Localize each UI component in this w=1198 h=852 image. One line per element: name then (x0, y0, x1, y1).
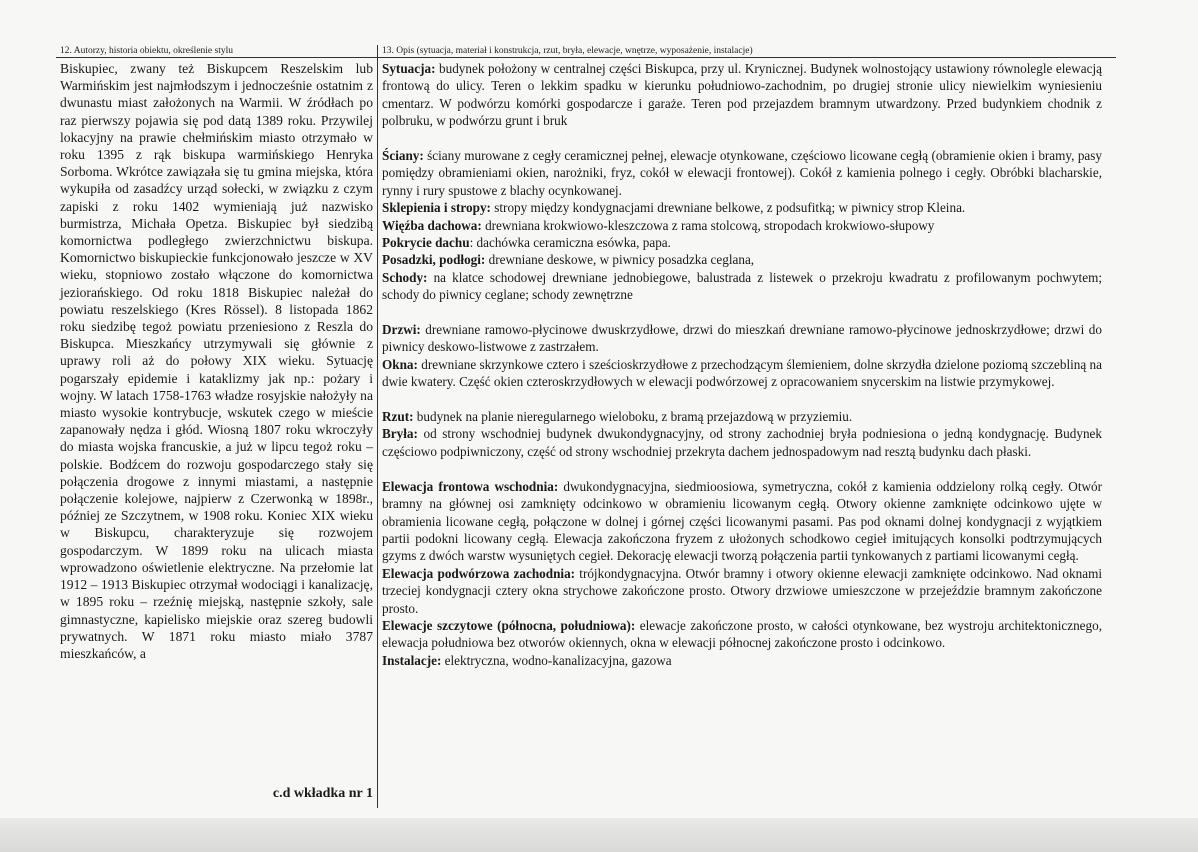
description-column-header: 13. Opis (sytuacja, materiał i konstrukcja, rzut, bryła, elewacje, wnętrze, wyposażenie, instalacje) (382, 46, 753, 56)
stairs-text: na klatce schodowej drewniane jednobiegowe, balustrada z listewek o przekroju kwadratu z profilowanym pochwytem; schody do piwnicy ceglane; schody zewnętrzne (382, 269, 1102, 303)
situation-label: Sytuacja: (382, 61, 436, 76)
history-column-header: 12. Autorzy, historia obiektu, określenie stylu (60, 46, 233, 56)
situation-text: budynek położony w centralnej części Biskupca, przy ul. Krynicznej. Budynek wolnostojący ustawiony równolegle elewacją frontową do ulicy. Teren o lekkim spadku w kierunku południowo-zachodnim, po drugiej stronie ulicy niewielkim wyniesieniu cmentarz. W podwórzu komórki gospodarcze i garaże. Teren pod przejazdem bramnym utwardzony. Przed budynkiem chodnik z polbruku, w podwórzu grunt i bruk (382, 61, 1102, 129)
gable-elevations-text: elewacje zakończone prosto, w całości otynkowane, bez wystroju architektonicznego, elewacja południowa bez otworów okiennych, okna w elewacji północnej zakończone prosto i odcinkowo. (382, 617, 1102, 651)
east-elevation-paragraph (382, 478, 1102, 565)
spacer (382, 460, 1102, 477)
roofing-text: : dachówka ceramiczna esówka, papa. (469, 235, 671, 251)
doors-paragraph (382, 321, 1102, 356)
west-elevation-label: Elewacja podwórzowa zachodnia: (382, 565, 576, 581)
scan-edge (0, 818, 1198, 852)
ceilings-text: stropy między kondygnacjami drewniane belkowe, z podsufitką; w piwnicy strop Kleina. (490, 200, 966, 216)
stairs-paragraph (382, 269, 1102, 304)
truss-paragraph (382, 217, 1102, 234)
floors-text: drewniane deskowe, w piwnicy posadzka ceglana, (485, 252, 755, 268)
installations-label: Instalacje: (382, 652, 442, 668)
mass-label: Bryła: (382, 426, 418, 442)
roofing-label: Pokrycie dachu (382, 235, 470, 251)
history-column (60, 60, 373, 662)
mass-text: od strony wschodniej budynek dwukondygnacyjny, od strony zachodniej bryła podniesiona o jedną kondygnację. Budynek częściowo podpiwniczony, część od strony wschodniej przekryta dachem jednospadowym nad resztą budynku dach płaski. (382, 426, 1102, 459)
gable-elevations-label: Elewacje szczytowe (północna, południowa): (382, 617, 636, 633)
east-elevation-label: Elewacja frontowa wschodnia: (382, 478, 559, 494)
floors-label: Posadzki, podłogi: (382, 252, 486, 268)
situation-paragraph (382, 60, 1102, 130)
gable-elevations-paragraph (382, 617, 1102, 652)
stairs-label: Schody: (382, 269, 428, 285)
ceilings-label: Sklepienia i stropy: (382, 200, 491, 216)
spacer (382, 130, 1102, 147)
continuation-note: c.d wkładka nr 1 (272, 786, 373, 801)
plan-text: budynek na planie nieregularnego wieloboku, z bramą przejazdową w przyziemiu. (413, 409, 853, 425)
plan-paragraph (382, 408, 1102, 425)
truss-label: Więźba dachowa: (382, 217, 482, 233)
windows-paragraph (382, 356, 1102, 391)
mass-paragraph (382, 425, 1102, 460)
windows-text: drewniane skrzynkowe cztero i sześcioskrzydłowe z przechodzącym ślemieniem, dolne skrzydła dzielone poziomą szczebliną na dwie kwatery. Część okien czteroskrzydłowych w elewacji podwórzowej z opracowaniem snycerskim na listwie przymykowej. (382, 356, 1102, 390)
west-elevation-paragraph (382, 565, 1102, 617)
installations-paragraph (382, 652, 1102, 669)
doors-label: Drzwi: (382, 322, 421, 338)
history-text: Biskupiec, zwany też Biskupcem Reszelskim lub Warmińskim jest najmłodszym i jednocześnie ostatnim z dwunastu miast założonych na Warmii. W źródłach po raz pierwszy pojawia się pod datą 1389 roku. Przywilej lokacyjny na prawie chełmińskim miasto otrzymało w roku 1395 z rąk biskupa warmińskiego Henryka Sorboma. Wkrótce zawiązała się tu gmina miejska, która wykupiła od zasadźcy urząd sołecki, w związku z czym zapiski z roku 1402 wymieniają już nazwisko burmistrza, Michała Opetza. Biskupiec był siedzibą komornictwa podległego zwierzchnictwu biskupa. Komornictwo biskupieckie funkcjonowało jeszcze w XV wieku, stopniowo zostało włączone do komornictwa jeziorańskiego. Od roku 1818 Biskupiec należał do powiatu reszelskiego (Kres Rössel). 8 listopada 1862 roku siedzibę tegoż powiatu przeniesiono z Reszla do Biskupca. Mieszkańcy utrzymywali się głównie z uprawy roli aż do połowy XIX wieku. Sytuację pogarszały epidemie i kataklizmy jak np.: pożary i wojny. W latach 1758-1763 władze rosyjskie nałożyły na miasto wysokie kontrybucje, wskutek czego w mieście zapanowały nędza i głód. Wiosną 1807 roku wkroczyły do miasta wojska francuskie, a już w lipcu tegoż roku – polskie. Bodźcem do rozwoju gospodarczego stały się połączenia drogowe z innymi miastami, a następnie połączenie kolejowe, najpierw z Czerwonką w 1898r., później ze Szczytnem, w 1908 roku. Koniec XIX wieku w Biskupcu, charakteryzuje się rozwojem gospodarczym. W 1899 roku na ulicach miasta wprowadzono oświetlenie elektryczne. Na przełomie lat 1912 – 1913 Biskupiec otrzymał wodociągi i kanalizację, w 1895 roku – rzeźnię miejską, następnie szkoły, sale gimnastyczne, kapielisko miejskie oraz szereg budowli prywatnych. W 1871 roku miasto miało 3787 mieszkańców, a (60, 61, 373, 661)
west-elevation-text: trójkondygnacyjna. Otwór bramny i otwory okienne elewacji zamknięte odcinkowo. Nad oknami trzeciej kondygnacji cztery okna strychowe zakończone prosto. Otwory drzwiowe umieszczone w przejeździe bramnym zakończone prosto. (382, 565, 1102, 616)
windows-label: Okna: (382, 356, 418, 372)
east-elevation-text: dwukondygnacyjna, siedmioosiowa, symetryczna, cokół z kamienia oddzielony rolką cegły. Otwór bramny na głównej osi zamknięty odcinkowo w obramieniu licowanym cegłą. Otwory okienne zamknięte odcinkowo ujęte w obramienia licowane cegłą, połączone w dolnej i górnej części licowanymi pasami. Pas pod oknami dolnej kondygnacji z wyjątkiem partii podokni licowany cegłą. Elewacja zakończona fryzem z ułożonych schodkowo cegieł imitujących konsolki podtrzymujących gzyms z dwóch warstw wysuniętych cegieł. Dekorację elewacji tworzą połączenia partii tynkowanych z partiami licowanymi cegłą. (382, 478, 1102, 564)
plan-label: Rzut: (382, 409, 414, 425)
roofing-paragraph (382, 234, 1102, 251)
walls-label: Ściany: (382, 148, 424, 164)
floors-paragraph (382, 251, 1102, 268)
header-divider (56, 57, 1116, 58)
spacer (382, 391, 1102, 408)
description-column (382, 60, 1102, 669)
walls-paragraph (382, 147, 1102, 199)
walls-text: ściany murowane z cegły ceramicznej pełnej, elewacje otynkowane, częściowo licowane cegłą (obramienie okien i bramy, pasy pomiędzy obramieniami okien, narożniki, fryz, cokół w elewacji frontowej). Cokół z kamienia polnego i cegły. Obróbki blacharskie, rynny i rury spustowe z blachy ocynkowanej. (382, 148, 1102, 198)
ceilings-paragraph (382, 199, 1102, 216)
doors-text: drewniane ramowo-płycinowe dwuskrzydłowe, drzwi do mieszkań drewniane ramowo-płycinowe jednoskrzydłowe; drzwi do piwnicy deskowo-listwowe z zastrzałem. (382, 322, 1102, 355)
spacer (382, 304, 1102, 321)
column-divider (377, 45, 378, 808)
installations-text: elektryczna, wodno-kanalizacyjna, gazowa (441, 652, 672, 668)
truss-text: drewniana krokwiowo-kleszczowa z rama stolcową, stropodach krokwiowo-słupowy (481, 217, 935, 233)
